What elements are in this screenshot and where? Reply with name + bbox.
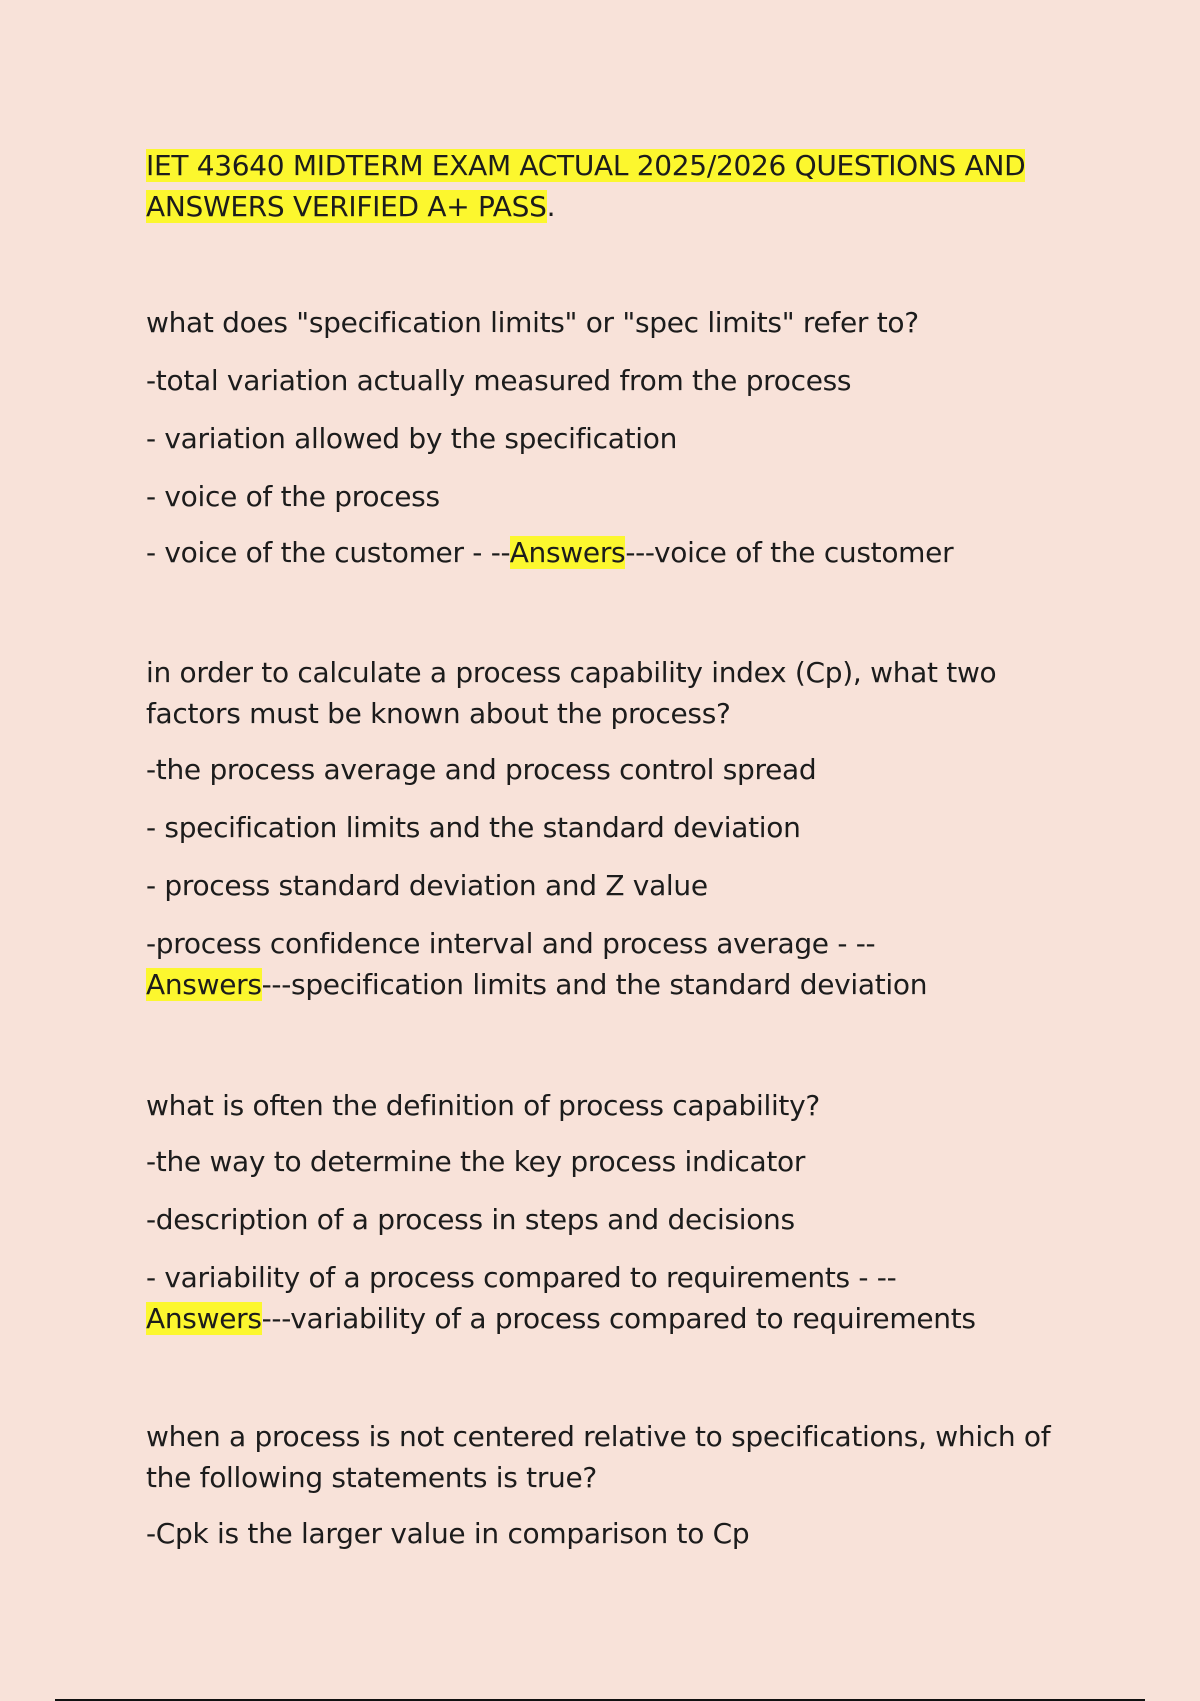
option-line: -the process average and process control spread — [146, 753, 817, 786]
option-line: - voice of the process — [146, 480, 440, 513]
option-line: -description of a process in steps and decisions — [146, 1203, 795, 1236]
answer-line — [146, 532, 1076, 573]
answer-text: ---voice of the customer — [625, 536, 954, 569]
option-last: - variability of a process compared to requirements - -- — [146, 1261, 897, 1294]
title-period: . — [546, 190, 556, 223]
answers-label: Answers — [146, 968, 262, 1001]
question-block-2 — [146, 652, 1076, 1005]
option-line: -the way to determine the key process indicator — [146, 1145, 806, 1178]
question-text: when a process is not centered relative to specifications, which of the following statements is true? — [146, 1420, 1051, 1494]
answers-label: Answers — [509, 536, 626, 569]
option-line: -Cpk is the larger value in comparison to Cp — [146, 1517, 750, 1550]
answers-label: Answers — [146, 1302, 262, 1335]
answer-line — [146, 923, 1076, 1005]
option-last: -process confidence interval and process average - -- — [146, 927, 876, 960]
option-line: - specification limits and the standard deviation — [146, 811, 801, 844]
option-line: -total variation actually measured from the process — [146, 364, 852, 397]
answer-text: ---variability of a process compared to requirements — [261, 1302, 976, 1335]
answer-text: ---specification limits and the standard deviation — [261, 968, 928, 1001]
document-title — [146, 145, 1076, 227]
question-block-3 — [146, 1085, 1076, 1339]
question-text: in order to calculate a process capability index (Cp), what two factors must be known about the process? — [146, 656, 997, 730]
title-highlight: IET 43640 MIDTERM EXAM ACTUAL 2025/2026 QUESTIONS AND ANSWERS VERIFIED A+ PASS — [146, 149, 1026, 223]
question-text: what does "specification limits" or "spec limits" refer to? — [146, 306, 919, 339]
answer-line — [146, 1257, 1076, 1339]
option-last: - voice of the customer - -- — [146, 536, 510, 569]
option-line: - variation allowed by the specification — [146, 422, 678, 455]
question-block-4 — [146, 1416, 1076, 1554]
option-line: - process standard deviation and Z value — [146, 869, 708, 902]
question-text: what is often the definition of process capability? — [146, 1089, 820, 1122]
question-block-1 — [146, 302, 1076, 573]
